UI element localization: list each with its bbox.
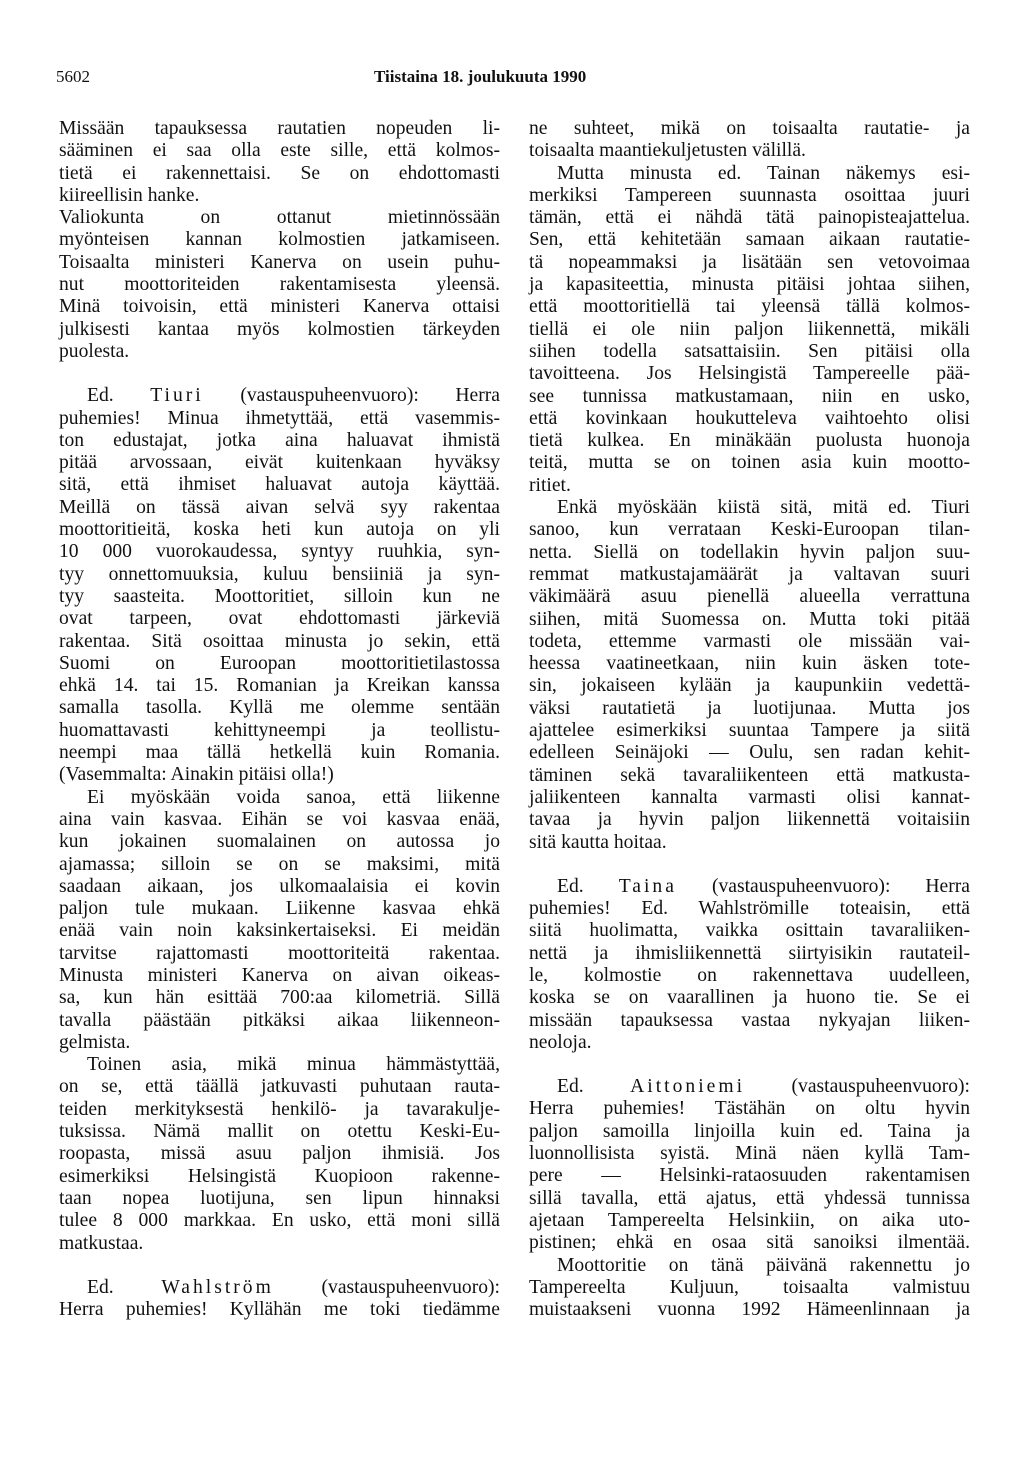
text-line: väksi rautatietä ja luotijunaa. Mutta jos <box>529 697 970 719</box>
text-line: ja kapasiteettia, minusta pitäisi johtaa siihen, <box>529 274 970 296</box>
text-line: väkimäärä asuu pienellä alueella verrattuna <box>529 586 970 608</box>
text-line: kiireellisin hanke. <box>59 184 200 206</box>
speaker-name: Wahlström <box>161 1276 274 1298</box>
text-line: Toinen asia, mikä minua hämmästyttää, <box>87 1054 500 1076</box>
text-line: julkisesti kantaa myös kolmostien tärkeyden <box>59 318 500 340</box>
text-line: pitää arvossaan, eivät kuitenkaan hyväksy <box>59 452 500 474</box>
text-line: siitä huolimatta, vaikka osittain tavaraliiken- <box>529 920 970 942</box>
speaker-name: Taina <box>618 875 677 897</box>
left-column <box>59 118 500 1321</box>
text-line: tavalla päästään pitkäksi aikaa liikenneon- <box>59 1009 500 1031</box>
text-line: samalla tasolla. Kyllä me olemme sentään <box>59 697 500 719</box>
text-line: roopasta, missä asuu paljon ihmisiä. Jos <box>59 1143 500 1165</box>
text-line: paljon tule mukaan. Liikenne kasvaa ehkä <box>59 898 500 920</box>
text-line: tietä kulkea. En minäkään puolusta huonoja <box>529 430 970 452</box>
speaker-line <box>59 385 500 407</box>
text-line: teitä, mutta se on toinen asia kuin mootto- <box>529 452 970 474</box>
text-line: sillä tavalla, että ajatus, että yhdessä tunnissa <box>529 1187 970 1209</box>
speaker-prefix: Ed. <box>87 1276 114 1298</box>
text-line: Herra puhemies! Kyllähän me toki tiedämme <box>59 1299 500 1321</box>
text-line: aina vain kasvaa. Eihän se voi kasvaa enää, <box>59 808 500 830</box>
text-line: Meillä on tässä aivan selvä syy rakentaa <box>59 496 500 518</box>
text-line: siihen, mitä Suomessa on. Mutta toki pitää <box>529 608 970 630</box>
text-line: myönteisen kannan kolmostien jatkamiseen. <box>59 229 500 251</box>
text-line: sin, jokaiseen kylään ja kaupunkiin vedettä- <box>529 675 970 697</box>
text-line: on se, että täällä jatkuvasti puhutaan rauta- <box>59 1076 500 1098</box>
text-line: ritiet. <box>529 474 571 496</box>
text-line: tyy saasteita. Moottoritiet, silloin kun ne <box>59 585 500 607</box>
text-line: tietä ei rakennettaisi. Se on ehdottomasti <box>59 162 500 184</box>
text-line: le, kolmostie on rakennettava uudelleen, <box>529 964 970 986</box>
text-line: neempi maa tällä hetkellä kuin Romania. <box>59 742 500 764</box>
text-line: Enkä myöskään kiistä sitä, mitä ed. Tiuri <box>557 497 970 519</box>
speech-type: (vastauspuheenvuoro): Herra <box>240 385 501 407</box>
text-line: Ei myöskään voida sanoa, että liikenne <box>87 786 500 808</box>
text-line: puolesta. <box>59 340 130 362</box>
page-header <box>56 64 971 90</box>
text-line: toisaalta maantiekuljetusten välillä. <box>529 140 806 162</box>
speaker-prefix: Ed. <box>557 1076 584 1098</box>
text-line: sitä, että ihmiset haluavat autoja käyttää. <box>59 474 500 496</box>
text-line: Valiokunta on ottanut mietinnössään <box>59 207 500 229</box>
speaker-line <box>529 1076 970 1098</box>
text-line: puhemies! Minua ihmetyttää, että vasemmis- <box>59 407 500 429</box>
text-line: (Vasemmalta: Ainakin pitäisi olla!) <box>59 764 334 786</box>
text-line: esimerkiksi Helsingistä Kuopioon rakenne- <box>59 1165 500 1187</box>
page-number: 5602 <box>56 67 90 86</box>
text-line: tavaa ja hyvin paljon liikennettä voitaisiin <box>529 809 970 831</box>
text-line: siihen todella satsattaisiin. Sen pitäisi olla <box>529 340 970 362</box>
text-line: Mutta minusta ed. Tainan näkemys esi- <box>557 162 970 184</box>
text-line: puhemies! Ed. Wahlströmille toteaisin, että <box>529 898 970 920</box>
text-line: neoloja. <box>529 1031 592 1053</box>
text-line: Toisaalta ministeri Kanerva on usein puhu- <box>59 251 500 273</box>
speaker-name: Aittoniemi <box>630 1076 746 1098</box>
speech-type: (vastauspuheenvuoro): <box>791 1076 970 1098</box>
text-line: muistaakseni vuonna 1992 Hämeenlinnaan ja <box>529 1299 970 1321</box>
text-line: Missään tapauksessa rautatien nopeuden li- <box>59 118 500 139</box>
text-line: tiellä ei ole niin paljon liikennettä, mikäli <box>529 318 970 340</box>
speech-type: (vastauspuheenvuoro): Herra <box>711 875 971 897</box>
text-line: moottoritieitä, koska heti kun autoja on yli <box>59 519 500 541</box>
text-line: 10 000 vuorokaudessa, syntyy ruuhkia, syn- <box>59 541 500 563</box>
text-line: paljon samoilla linjoilla kuin ed. Taina ja <box>529 1120 970 1142</box>
text-line: edelleen Seinäjoki — Oulu, sen radan kehit- <box>529 742 970 764</box>
text-line: jaliikenteen kannalta varmasti olisi kannat- <box>529 786 970 808</box>
text-line: että moottoritiellä tai yleensä tällä kolmos- <box>529 296 970 318</box>
text-line: Moottoritie on tänä päivänä rakennettu jo <box>557 1254 970 1276</box>
text-line: että kovinkaan houkutteleva vaihtoehto olisi <box>529 407 970 429</box>
text-line: tuksissa. Nämä mallit on otettu Keski-Eu- <box>59 1121 500 1143</box>
text-line: sa, kun hän esittää 700:aa kilometriä. Sillä <box>59 987 500 1009</box>
speech-type: (vastauspuheenvuoro): <box>321 1276 500 1298</box>
text-line: pistinen; ehkä en osaa sitä sanoiksi ilmentää. <box>529 1232 970 1254</box>
speaker-name: Tiuri <box>150 385 204 407</box>
text-line: kun jokainen suomalainen on autossa jo <box>59 831 500 853</box>
text-line: remmat matkustajamäärät ja valtavan suuri <box>529 563 970 585</box>
text-line: see tunnissa matkustamaan, niin en usko, <box>529 385 970 407</box>
text-line: sitä kautta hoitaa. <box>529 831 667 853</box>
text-line: ajetaan Tampereelta Helsinkiin, on aika uto- <box>529 1209 970 1231</box>
text-line: huomattavasti kehittyneempi ja teollistu- <box>59 719 500 741</box>
text-line: ne suhteet, mikä on toisaalta rautatie- ja <box>529 118 970 139</box>
running-head-date: Tiistaina 18. joulukuuta 1990 <box>374 67 587 86</box>
text-line: taan nopea luotijuna, sen lipun hinnaksi <box>59 1187 500 1209</box>
speaker-line <box>529 876 970 898</box>
text-line: ajattelee esimerkiksi suuntaa Tampere ja siitä <box>529 720 970 742</box>
text-line: luonnollisista syistä. Minä näen kyllä Tam- <box>529 1143 970 1165</box>
text-line: Herra puhemies! Tästähän on oltu hyvin <box>529 1098 970 1120</box>
text-line: Sen, että kehitetään samaan aikaan rautatie- <box>529 229 970 251</box>
right-column <box>529 118 970 1321</box>
text-line: merkiksi Tampereen suunnasta osoittaa juuri <box>529 184 970 206</box>
text-line: tavoitteena. Jos Helsingistä Tampereelle pää- <box>529 363 970 385</box>
text-line: matkustaa. <box>59 1232 144 1254</box>
text-line: Tampereelta Kuljuun, toisaalta valmistuu <box>529 1276 970 1298</box>
text-line: koska se on vaarallinen ja huono tie. Se ei <box>529 987 970 1009</box>
text-line: Suomi on Euroopan moottoritietilastossa <box>59 652 500 674</box>
text-line: pere — Helsinki-rataosuuden rakentamisen <box>529 1165 970 1187</box>
speaker-prefix: Ed. <box>557 875 584 897</box>
text-line: sääminen ei saa olla este sille, että kolmos- <box>59 140 500 162</box>
speaker-prefix: Ed. <box>87 385 114 407</box>
text-line: rakentaa. Sitä osoittaa minusta jo sekin, että <box>59 630 500 652</box>
text-line: tyy onnettomuuksia, kuluu bensiiniä ja syn- <box>59 563 500 585</box>
text-line: nettä ja ihmisliikennettä siirtyisikin rautateil- <box>529 942 970 964</box>
text-line: ajamassa; silloin se on se maksimi, mitä <box>59 853 500 875</box>
text-line: todeta, ettemme varmasti ole missään vai- <box>529 630 970 652</box>
text-line: tämän, että ei nähdä tätä painopisteajattelua. <box>529 207 970 229</box>
text-line: heessa vaatineetkaan, niin kuin äsken tote- <box>529 653 970 675</box>
text-line: Minä toivoisin, että ministeri Kanerva ottaisi <box>59 296 500 318</box>
text-line: sanoo, kun verrataan Keski-Euroopan tilan- <box>529 519 970 541</box>
text-line: gelmista. <box>59 1031 131 1053</box>
text-line: missään tapauksessa vastaa nykyajan liiken- <box>529 1009 970 1031</box>
text-line: täminen sekä tavaraliikenteen että matkusta- <box>529 764 970 786</box>
text-line: ehkä 14. tai 15. Romanian ja Kreikan kanssa <box>59 675 500 697</box>
text-line: enää vain noin kaksinkertaiseksi. Ei meidän <box>59 920 500 942</box>
text-line: tä nopeammaksi ja lisätään sen vetovoimaa <box>529 251 970 273</box>
text-line: saadaan aikaan, jos ulkomaalaisia ei kovin <box>59 875 500 897</box>
text-line: teiden merkityksestä henkilö- ja tavarakulje- <box>59 1098 500 1120</box>
text-line: ton edustajat, jotka aina haluavat ihmistä <box>59 429 500 451</box>
text-line: ovat tarpeen, ovat ehdottomasti järkeviä <box>59 608 500 630</box>
text-line: tarvitse rajattomasti moottoriteitä rakentaa. <box>59 942 500 964</box>
text-line: Minusta ministeri Kanerva on aivan oikeas- <box>59 964 500 986</box>
speaker-line <box>59 1277 500 1299</box>
text-line: netta. Siellä on todellakin hyvin paljon suu- <box>529 541 970 563</box>
text-line: tulee 8 000 markkaa. En usko, että moni sillä <box>59 1210 500 1232</box>
text-line: nut moottoriteiden rakentamisesta yleensä. <box>59 274 500 296</box>
